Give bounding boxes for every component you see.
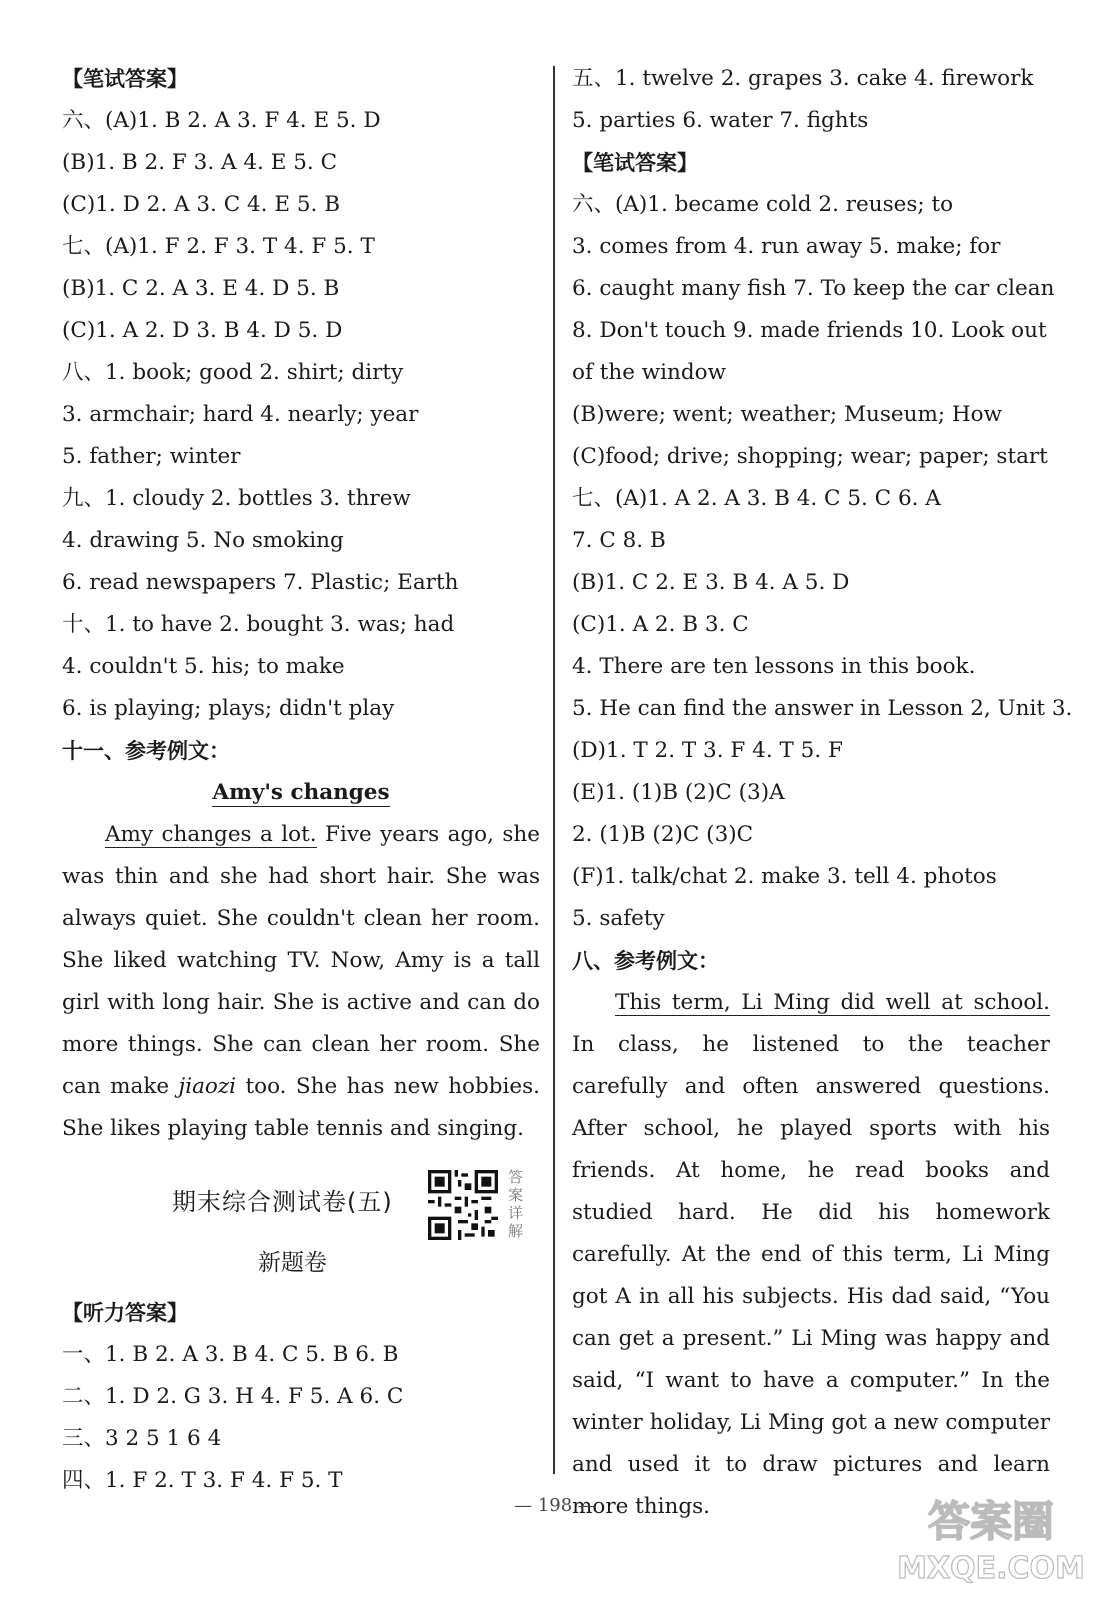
answer-line: 六、(A)1. became cold 2. reuses; to	[572, 192, 954, 217]
answer-line: 五、1. twelve 2. grapes 3. cake 4. firework	[572, 66, 1034, 91]
answer-line: 5. father; winter	[62, 444, 241, 469]
answer-line: 5. parties 6. water 7. fights	[572, 108, 869, 133]
answer-line: 八、1. book; good 2. shirt; dirty	[62, 360, 404, 385]
answer-line: (B)1. C 2. A 3. E 4. D 5. B	[62, 276, 340, 301]
written-answers-heading: 【笔试答案】	[572, 151, 698, 175]
answer-line: 4. There are ten lessons in this book.	[572, 654, 976, 679]
qr-code-icon[interactable]	[428, 1170, 498, 1240]
answer-line: 六、(A)1. B 2. A 3. F 4. E 5. D	[62, 108, 381, 133]
answer-line: (E)1. (1)B (2)C (3)A	[572, 780, 785, 805]
essay-topic-sentence: This term, Li Ming did well at school.	[615, 990, 1050, 1015]
sample-essay-heading: 十一、参考例文：	[62, 739, 230, 763]
answer-line: 九、1. cloudy 2. bottles 3. threw	[62, 486, 411, 511]
answer-line: (C)food; drive; shopping; wear; paper; start	[572, 444, 1048, 469]
answer-line: 4. couldn't 5. his; to make	[62, 654, 345, 679]
answer-line: (C)1. A 2. D 3. B 4. D 5. D	[62, 318, 343, 343]
answer-line: (D)1. T 2. T 3. F 4. T 5. F	[572, 738, 843, 763]
answer-line: 一、1. B 2. A 3. B 4. C 5. B 6. B	[62, 1342, 399, 1367]
right-column	[572, 58, 1073, 1528]
section-subtitle: 新题卷	[258, 1250, 327, 1276]
column-divider	[553, 66, 555, 1474]
sample-essay-heading: 八、参考例文：	[572, 949, 719, 973]
answer-line: 四、1. F 2. T 3. F 4. F 5. T	[62, 1468, 343, 1493]
answer-line: (C)1. D 2. A 3. C 4. E 5. B	[62, 192, 341, 217]
answer-line: 6. read newspapers 7. Plastic; Earth	[62, 570, 459, 595]
answer-line: 8. Don't touch 9. made friends 10. Look out	[572, 318, 1047, 343]
section-title: 期末综合测试卷(五)	[172, 1188, 393, 1216]
answer-line: 7. C 8. B	[572, 528, 666, 553]
page-number: — 198 —	[514, 1495, 596, 1516]
answer-line: 七、(A)1. A 2. A 3. B 4. C 5. C 6. A	[572, 486, 941, 511]
watermark-text-top: 答案圈	[927, 1497, 1055, 1546]
essay-italic-word: jiaozi	[178, 1074, 237, 1099]
essay-paragraph: This term, Li Ming did well at school. In class, he listened to the teacher carefully and often answered questions. After school, he played sports with his friends. At home, he read books and studied hard. He did his homework carefully. At the end of this term, Li Ming got A in all his subjects. His dad said, “You can get a present.” Li Ming was happy and said, “I want to have a computer.” In the winter holiday, Li Ming got a new computer and used it to draw pictures and learn more things.	[572, 990, 1050, 1519]
essay-paragraph: Amy changes a lot. Five years ago, she was thin and she had short hair. She was always quiet. She couldn't clean her room. She liked watching TV. Now, Amy is a tall girl with long hair. She is active and can do more things. She can clean her room. She can make jiaozi too. She has new hobbies. She likes playing table tennis and singing.	[62, 822, 541, 1141]
answer-line: 十、1. to have 2. bought 3. was; had	[62, 612, 455, 637]
watermark-logo	[896, 1486, 1086, 1586]
left-answer-list-1	[62, 58, 540, 772]
answer-line: 3. comes from 4. run away 5. make; for	[572, 234, 1001, 259]
answer-line: 6. caught many fish 7. To keep the car clean	[572, 276, 1055, 301]
answer-line: (F)1. talk/chat 2. make 3. tell 4. photos	[572, 864, 997, 889]
answer-line: 三、3 2 5 1 6 4	[62, 1426, 222, 1451]
answer-line: (B)were; went; weather; Museum; How	[572, 402, 1003, 427]
left-answer-list-2	[62, 1292, 540, 1502]
answer-line: (C)1. A 2. B 3. C	[572, 612, 749, 637]
right-answer-list	[572, 58, 1073, 982]
answer-line: 3. armchair; hard 4. nearly; year	[62, 402, 419, 427]
listening-answers-heading: 【听力答案】	[62, 1301, 188, 1325]
answer-line: 6. is playing; plays; didn't play	[62, 696, 395, 721]
answer-line: 七、(A)1. F 2. F 3. T 4. F 5. T	[62, 234, 375, 259]
essay-title: Amy's changes	[212, 780, 390, 805]
written-answers-heading: 【笔试答案】	[62, 67, 188, 91]
essay-topic-sentence: Amy changes a lot.	[105, 822, 317, 847]
watermark-text-bottom: MXQE.COM	[897, 1551, 1085, 1586]
answer-line: 二、1. D 2. G 3. H 4. F 5. A 6. C	[62, 1384, 404, 1409]
answer-line: (B)1. B 2. F 3. A 4. E 5. C	[62, 150, 338, 175]
left-column	[62, 58, 540, 1502]
answer-line: 4. drawing 5. No smoking	[62, 528, 344, 553]
section-title-row	[62, 1168, 540, 1240]
answer-line: 5. safety	[572, 906, 665, 931]
answer-line: of the window	[572, 360, 727, 385]
qr-code-label: 答案详解	[508, 1168, 524, 1240]
answer-line: 5. He can find the answer in Lesson 2, Unit 3.	[572, 696, 1073, 721]
answer-line: 2. (1)B (2)C (3)C	[572, 822, 754, 847]
answer-line: (B)1. C 2. E 3. B 4. A 5. D	[572, 570, 850, 595]
